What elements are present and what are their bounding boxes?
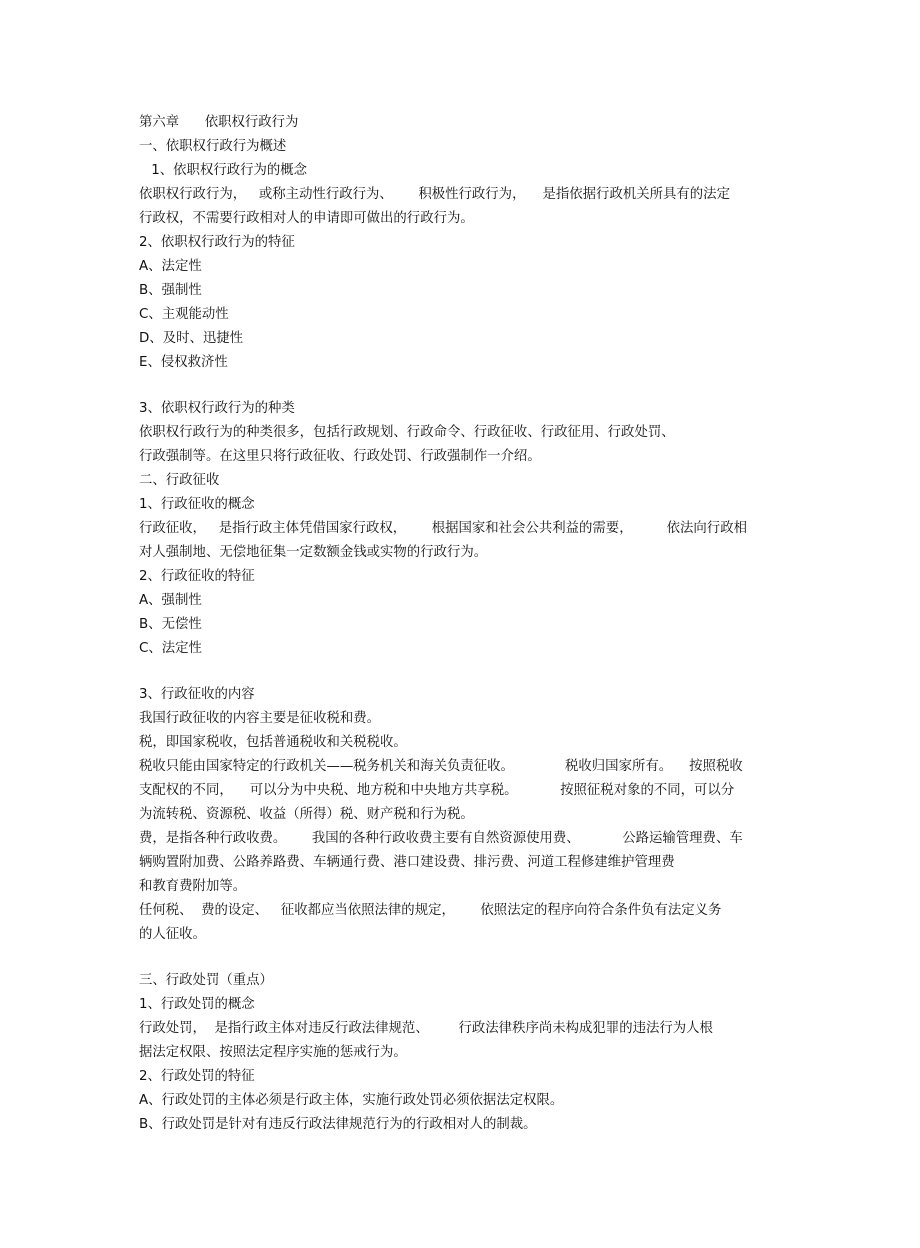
paragraph-line: 辆购置附加费、公路养路费、车辆通行费、港口建设费、排污费、河道工程修建维护管理费 [139, 855, 675, 870]
paragraph-line: 税，即国家税收，包括普通税收和关税税收。 [139, 735, 407, 750]
list-item: C、法定性 [139, 641, 202, 656]
list-item: E、侵权救济性 [139, 355, 228, 370]
paragraph-line: 行政权，不需要行政相对人的申请即可做出的行政行为。 [139, 211, 474, 226]
section-heading: 三、行政处罚（重点） [139, 973, 273, 988]
paragraph-line: 的人征收。 [139, 927, 206, 942]
paragraph-line: 依职权行政行为， 或称主动性行政行为、 积极性行政行为， 是指依据行政机关所具有的法定 [139, 187, 730, 202]
subsection-heading: 2、行政征收的特征 [139, 569, 255, 584]
paragraph-line: 支配权的不同， 可以分为中央税、地方税和中央地方共享税。 按照征税对象的不同，可以分 [139, 783, 735, 798]
subsection-heading: 1、行政处罚的概念 [139, 997, 255, 1012]
list-item: B、行政处罚是针对有违反行政法律规范行为的行政相对人的制裁。 [139, 1117, 537, 1132]
paragraph-line: 我国行政征收的内容主要是征收税和费。 [139, 711, 381, 726]
subsection-heading: 1、依职权行政行为的概念 [147, 163, 308, 178]
paragraph-line: 和教育费附加等。 [139, 879, 247, 894]
subsection-heading: 2、行政处罚的特征 [139, 1069, 255, 1084]
subsection-heading: 1、行政征收的概念 [139, 497, 255, 512]
section-heading: 一、依职权行政行为概述 [139, 139, 287, 154]
paragraph-line: 税收只能由国家特定的行政机关——税务机关和海关负责征收。 税收归国家所有。 按照税收 [139, 759, 743, 774]
paragraph-line: 依职权行政行为的种类很多，包括行政规划、行政命令、行政征收、行政征用、行政处罚、 [139, 425, 675, 440]
paragraph-line: 行政处罚， 是指行政主体对违反行政法律规范、 行政法律秩序尚未构成犯罪的违法行为人根 [139, 1021, 713, 1036]
spacer [139, 375, 789, 397]
list-item: A、法定性 [139, 259, 202, 274]
subsection-heading: 3、行政征收的内容 [139, 687, 255, 702]
subsection-heading: 3、依职权行政行为的种类 [139, 401, 295, 416]
paragraph-line: 对人强制地、无偿地征集一定数额金钱或实物的行政行为。 [139, 545, 488, 560]
paragraph-line: 任何税、 费的设定、 征收都应当依照法律的规定， 依照法定的程序向符合条件负有法定义务 [139, 903, 722, 918]
list-item: B、无偿性 [139, 617, 202, 632]
paragraph-line: 行政强制等。在这里只将行政征收、行政处罚、行政强制作一介绍。 [139, 449, 541, 464]
paragraph-line: 据法定权限、按照法定程序实施的惩戒行为。 [139, 1045, 407, 1060]
list-item: A、行政处罚的主体必须是行政主体，实施行政处罚必须依据法定权限。 [139, 1093, 564, 1108]
section-heading: 二、行政征收 [139, 473, 220, 488]
subsection-heading: 2、依职权行政行为的特征 [139, 235, 295, 250]
paragraph-line: 为流转税、资源税、收益（所得）税、财产税和行为税。 [139, 807, 474, 822]
paragraph-line: 行政征收， 是指行政主体凭借国家行政权， 根据国家和社会公共利益的需要， 依法向行政相 [139, 521, 747, 536]
list-item: A、强制性 [139, 593, 202, 608]
spacer [139, 661, 789, 683]
list-item: C、主观能动性 [139, 307, 229, 322]
paragraph-line: 费，是指各种行政收费。 我国的各种行政收费主要有自然资源使用费、 公路运输管理费、车 [139, 831, 743, 846]
spacer [139, 947, 789, 969]
document-body [139, 111, 789, 1137]
list-item: B、强制性 [139, 283, 202, 298]
list-item: D、及时、迅捷性 [139, 331, 244, 346]
chapter-title: 第六章 依职权行政行为 [139, 115, 299, 130]
